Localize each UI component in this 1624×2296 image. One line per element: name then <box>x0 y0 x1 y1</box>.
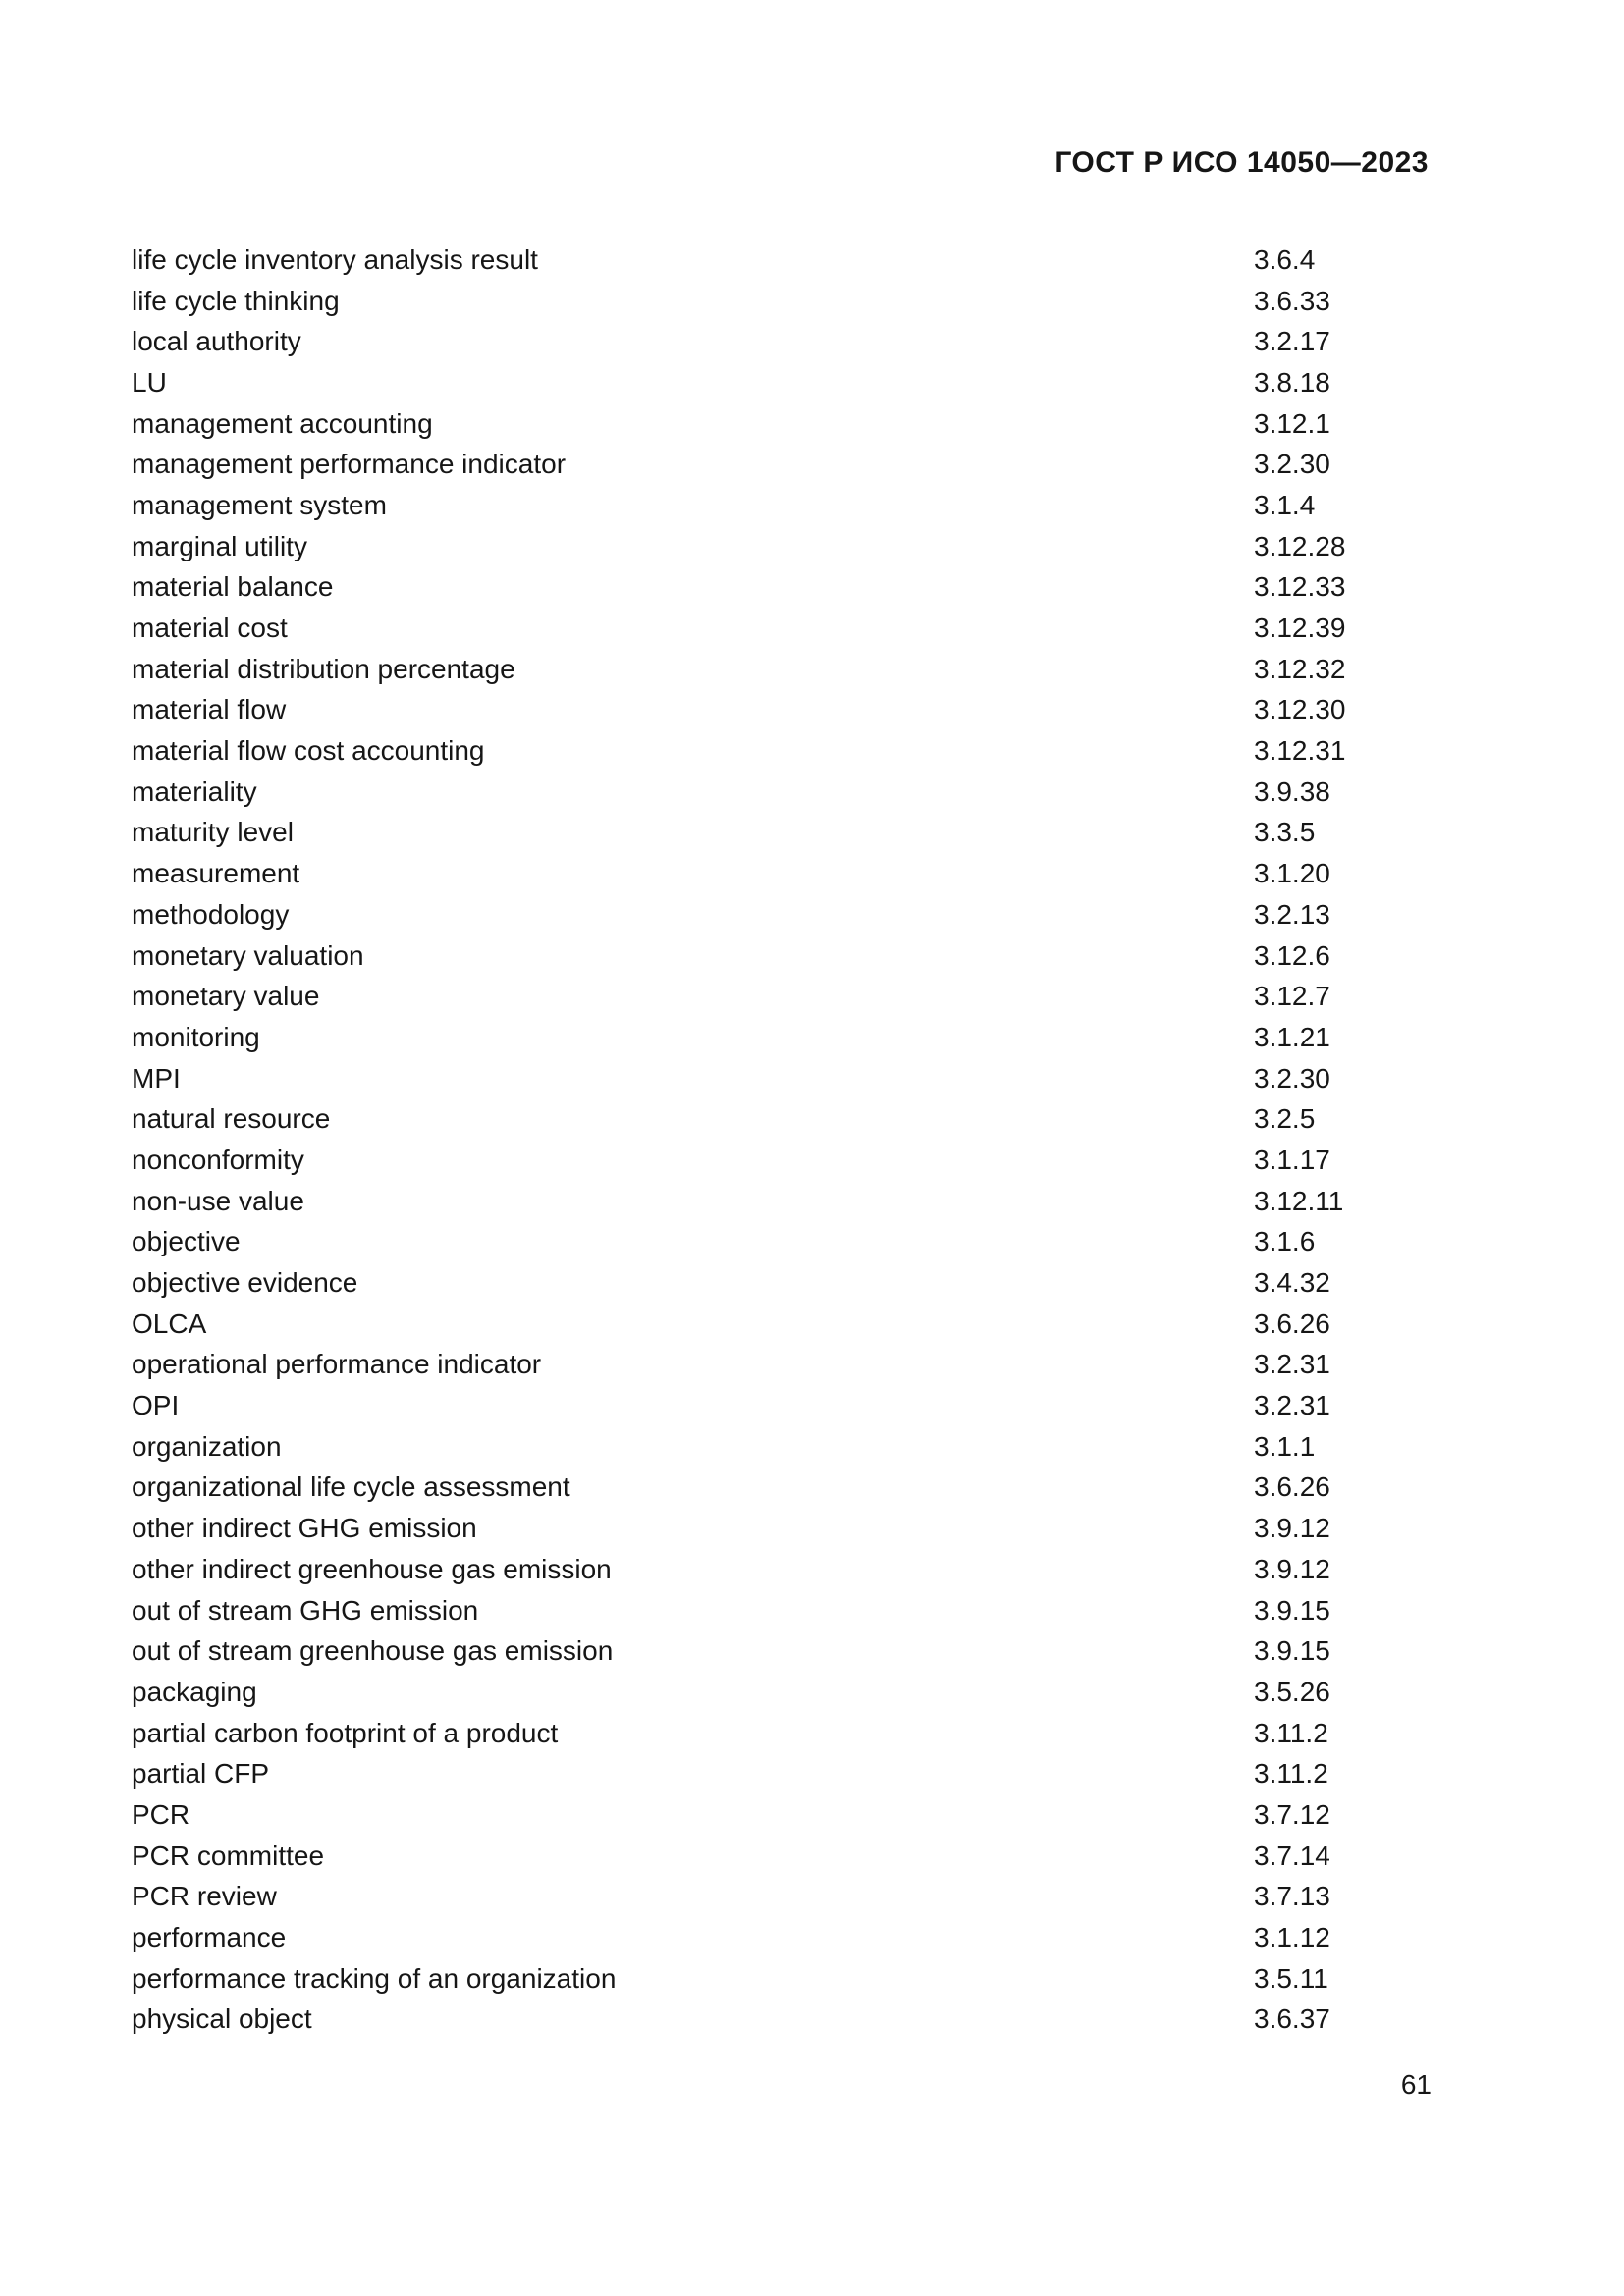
index-row <box>132 403 1429 445</box>
index-ref-number: 3.6.4 <box>1254 243 1316 275</box>
index-term: monetary valuation <box>132 939 364 971</box>
index-ref-number: 3.11.2 <box>1254 1717 1328 1748</box>
index-ref-number: 3.6.37 <box>1254 2003 1330 2035</box>
index-ref-number: 3.2.17 <box>1254 326 1330 357</box>
index-ref-number: 3.1.4 <box>1254 489 1316 520</box>
index-row <box>132 813 1429 854</box>
index-ref-number: 3.2.30 <box>1254 1062 1330 1094</box>
index-ref-number: 3.8.18 <box>1254 366 1330 398</box>
index-term: performance tracking of an organization <box>132 1962 617 1994</box>
index-ref-number: 3.6.26 <box>1254 1471 1330 1503</box>
index-row <box>132 1017 1429 1058</box>
index-row <box>132 853 1429 894</box>
index-term: material balance <box>132 571 334 603</box>
index-term: PCR <box>132 1798 190 1830</box>
index-term: out of stream greenhouse gas emission <box>132 1635 614 1667</box>
index-row <box>132 1181 1429 1222</box>
index-row <box>132 1262 1429 1304</box>
index-term: OPI <box>132 1390 180 1421</box>
index-ref-number: 3.1.12 <box>1254 1922 1330 1953</box>
index-ref-number: 3.12.1 <box>1254 407 1330 439</box>
index-term: other indirect GHG emission <box>132 1513 477 1544</box>
index-row <box>132 281 1429 322</box>
index-row <box>132 1590 1429 1631</box>
index-term: materiality <box>132 775 257 807</box>
index-row <box>132 1877 1429 1918</box>
index-term: other indirect greenhouse gas emission <box>132 1553 612 1584</box>
index-ref-number: 3.12.7 <box>1254 981 1330 1012</box>
index-ref-number: 3.9.12 <box>1254 1553 1330 1584</box>
index-row <box>132 1794 1429 1836</box>
index-term: out of stream GHG emission <box>132 1594 479 1626</box>
index-ref-number: 3.9.12 <box>1254 1513 1330 1544</box>
index-row <box>132 1345 1429 1386</box>
index-row <box>132 1958 1429 2000</box>
index-row <box>132 2000 1429 2041</box>
index-row <box>132 362 1429 403</box>
index-ref-number: 3.5.26 <box>1254 1676 1330 1707</box>
index-row <box>132 444 1429 485</box>
index-ref-number: 3.7.14 <box>1254 1840 1330 1871</box>
index-row <box>132 567 1429 609</box>
index-ref-number: 3.12.6 <box>1254 939 1330 971</box>
index-row <box>132 1630 1429 1672</box>
index-ref-number: 3.4.32 <box>1254 1267 1330 1299</box>
index-term: partial carbon footprint of a product <box>132 1717 559 1748</box>
index-ref-number: 3.2.31 <box>1254 1390 1330 1421</box>
page-number: 61 <box>1400 2069 1432 2100</box>
index-ref-number: 3.2.30 <box>1254 449 1330 480</box>
index-term: life cycle thinking <box>132 285 340 316</box>
index-ref-number: 3.12.30 <box>1254 694 1346 725</box>
index-row <box>132 894 1429 935</box>
index-ref-number: 3.2.31 <box>1254 1349 1330 1380</box>
index-term: operational performance indicator <box>132 1349 542 1380</box>
index-ref-number: 3.3.5 <box>1254 817 1316 848</box>
index-term: physical object <box>132 2003 312 2035</box>
index-row <box>132 1222 1429 1263</box>
index-term: marginal utility <box>132 530 307 561</box>
index-ref-number: 3.1.17 <box>1254 1144 1330 1175</box>
index-term: material distribution percentage <box>132 653 515 684</box>
index-row <box>132 1140 1429 1181</box>
document-header-title: ГОСТ Р ИСО 14050—2023 <box>1055 146 1429 179</box>
index-row <box>132 976 1429 1017</box>
index-term: material flow <box>132 694 287 725</box>
index-row <box>132 240 1429 281</box>
index-row <box>132 690 1429 731</box>
index-term: packaging <box>132 1676 257 1707</box>
index-row <box>132 526 1429 567</box>
index-term: methodology <box>132 898 290 930</box>
index-term: organizational life cycle assessment <box>132 1471 570 1503</box>
index-ref-number: 3.1.6 <box>1254 1226 1316 1257</box>
index-row <box>132 321 1429 362</box>
index-ref-number: 3.12.11 <box>1254 1185 1344 1216</box>
index-row <box>132 608 1429 649</box>
index-row <box>132 1672 1429 1713</box>
index-term: partial CFP <box>132 1758 270 1789</box>
index-row <box>132 1468 1429 1509</box>
index-term: LU <box>132 366 167 398</box>
index-term: PCR committee <box>132 1840 325 1871</box>
index-ref-number: 3.12.39 <box>1254 613 1346 644</box>
index-row <box>132 935 1429 977</box>
index-row <box>132 1508 1429 1549</box>
index-list <box>132 240 1429 2040</box>
index-row <box>132 1753 1429 1794</box>
index-term: PCR review <box>132 1881 277 1912</box>
index-ref-number: 3.9.15 <box>1254 1635 1330 1667</box>
index-ref-number: 3.6.26 <box>1254 1308 1330 1339</box>
index-row <box>132 1836 1429 1877</box>
index-ref-number: 3.11.2 <box>1254 1758 1328 1789</box>
index-term: objective evidence <box>132 1267 358 1299</box>
index-row <box>132 485 1429 526</box>
index-row <box>132 649 1429 690</box>
index-ref-number: 3.2.13 <box>1254 898 1330 930</box>
index-row <box>132 1549 1429 1590</box>
index-term: material flow cost accounting <box>132 735 485 767</box>
index-row <box>132 1426 1429 1468</box>
index-ref-number: 3.1.1 <box>1254 1430 1316 1462</box>
index-ref-number: 3.7.12 <box>1254 1798 1330 1830</box>
index-ref-number: 3.5.11 <box>1254 1962 1328 1994</box>
index-row <box>132 730 1429 772</box>
index-term: maturity level <box>132 817 294 848</box>
index-ref-number: 3.6.33 <box>1254 285 1330 316</box>
index-row <box>132 1058 1429 1099</box>
index-term: non-use value <box>132 1185 304 1216</box>
index-row <box>132 772 1429 813</box>
index-term: objective <box>132 1226 241 1257</box>
index-term: organization <box>132 1430 282 1462</box>
index-term: OLCA <box>132 1308 207 1339</box>
index-term: measurement <box>132 858 300 889</box>
index-ref-number: 3.2.5 <box>1254 1103 1316 1135</box>
index-row <box>132 1713 1429 1754</box>
index-term: management accounting <box>132 407 433 439</box>
index-ref-number: 3.12.33 <box>1254 571 1346 603</box>
index-term: life cycle inventory analysis result <box>132 243 538 275</box>
index-ref-number: 3.12.28 <box>1254 530 1346 561</box>
index-ref-number: 3.7.13 <box>1254 1881 1330 1912</box>
index-ref-number: 3.12.32 <box>1254 653 1346 684</box>
index-term: performance <box>132 1922 287 1953</box>
index-row <box>132 1098 1429 1140</box>
index-ref-number: 3.9.15 <box>1254 1594 1330 1626</box>
index-term: monetary value <box>132 981 320 1012</box>
index-row <box>132 1385 1429 1426</box>
index-row <box>132 1917 1429 1958</box>
index-row <box>132 1304 1429 1345</box>
index-ref-number: 3.1.20 <box>1254 858 1330 889</box>
index-term: material cost <box>132 613 288 644</box>
index-term: monitoring <box>132 1021 260 1052</box>
index-term: management performance indicator <box>132 449 567 480</box>
index-term: management system <box>132 489 387 520</box>
index-ref-number: 3.1.21 <box>1254 1021 1330 1052</box>
index-term: nonconformity <box>132 1144 304 1175</box>
index-term: MPI <box>132 1062 181 1094</box>
index-ref-number: 3.9.38 <box>1254 775 1330 807</box>
index-term: local authority <box>132 326 301 357</box>
index-ref-number: 3.12.31 <box>1254 735 1346 767</box>
index-term: natural resource <box>132 1103 331 1135</box>
